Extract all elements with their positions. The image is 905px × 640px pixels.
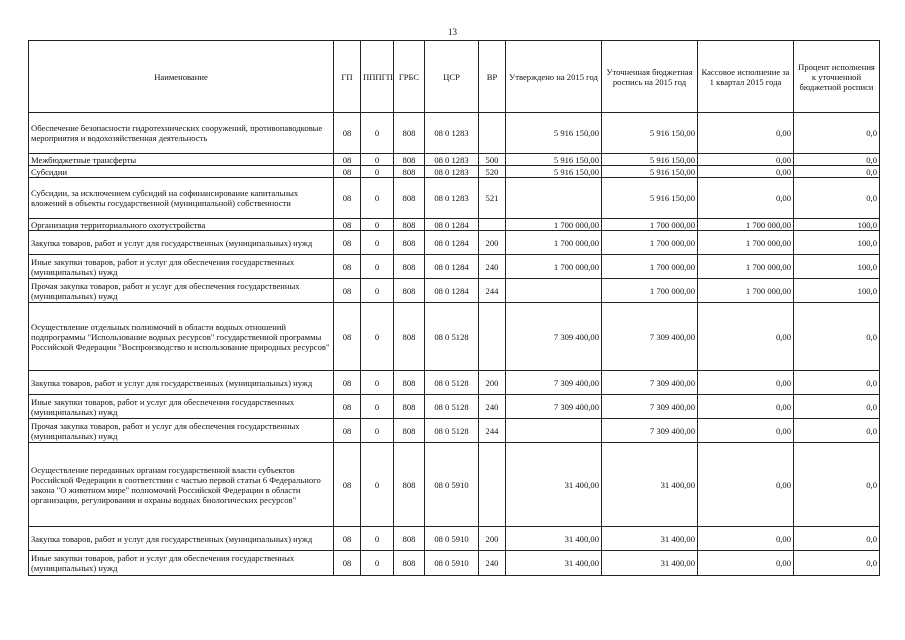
table-row <box>29 154 880 166</box>
cell-approved: 5 916 150,00 <box>506 166 602 178</box>
cell-vr: 240 <box>479 551 506 576</box>
cell-csr: 08 0 1283 <box>425 178 479 219</box>
cell-refined: 1 700 000,00 <box>602 279 698 303</box>
col-header-percent: Процент исполнения к уточненной бюджетной росписи <box>794 41 880 113</box>
cell-cash: 0,00 <box>698 443 794 527</box>
cell-name: Межбюджетные трансферты <box>29 154 334 166</box>
cell-csr: 08 0 5910 <box>425 443 479 527</box>
cell-pppgp: 0 <box>361 371 394 395</box>
cell-csr: 08 0 1284 <box>425 279 479 303</box>
cell-grbs: 808 <box>394 551 425 576</box>
cell-cash: 0,00 <box>698 551 794 576</box>
cell-vr: 200 <box>479 371 506 395</box>
cell-approved: 31 400,00 <box>506 527 602 551</box>
cell-percent: 0,0 <box>794 113 880 154</box>
cell-pppgp: 0 <box>361 178 394 219</box>
cell-csr: 08 0 5128 <box>425 371 479 395</box>
cell-percent: 0,0 <box>794 178 880 219</box>
cell-refined: 1 700 000,00 <box>602 231 698 255</box>
cell-gp: 08 <box>334 371 361 395</box>
table-row <box>29 303 880 371</box>
cell-grbs: 808 <box>394 371 425 395</box>
cell-vr <box>479 443 506 527</box>
cell-refined: 7 309 400,00 <box>602 395 698 419</box>
cell-percent: 100,0 <box>794 279 880 303</box>
cell-pppgp: 0 <box>361 231 394 255</box>
cell-csr: 08 0 5910 <box>425 527 479 551</box>
table-row <box>29 279 880 303</box>
cell-percent: 0,0 <box>794 303 880 371</box>
cell-percent: 0,0 <box>794 154 880 166</box>
cell-approved: 31 400,00 <box>506 443 602 527</box>
cell-pppgp: 0 <box>361 219 394 231</box>
cell-csr: 08 0 1284 <box>425 231 479 255</box>
cell-refined: 5 916 150,00 <box>602 178 698 219</box>
table-row <box>29 178 880 219</box>
cell-csr: 08 0 1283 <box>425 113 479 154</box>
cell-approved: 1 700 000,00 <box>506 219 602 231</box>
cell-percent: 0,0 <box>794 166 880 178</box>
cell-name: Закупка товаров, работ и услуг для государственных (муниципальных) нужд <box>29 527 334 551</box>
cell-cash: 0,00 <box>698 527 794 551</box>
cell-pppgp: 0 <box>361 443 394 527</box>
cell-gp: 08 <box>334 395 361 419</box>
cell-csr: 08 0 5910 <box>425 551 479 576</box>
cell-cash: 0,00 <box>698 303 794 371</box>
cell-name: Субсидии, за исключением субсидий на софинансирование капитальных вложений в объекты государственной (муниципальной) собственности <box>29 178 334 219</box>
cell-approved <box>506 279 602 303</box>
cell-refined: 7 309 400,00 <box>602 371 698 395</box>
cell-cash: 0,00 <box>698 371 794 395</box>
cell-pppgp: 0 <box>361 527 394 551</box>
col-header-vr: ВР <box>479 41 506 113</box>
table-row <box>29 371 880 395</box>
col-header-grbs: ГРБС <box>394 41 425 113</box>
cell-cash: 1 700 000,00 <box>698 255 794 279</box>
cell-gp: 08 <box>334 231 361 255</box>
cell-percent: 0,0 <box>794 443 880 527</box>
cell-vr: 240 <box>479 395 506 419</box>
cell-approved: 1 700 000,00 <box>506 255 602 279</box>
cell-vr: 244 <box>479 279 506 303</box>
cell-csr: 08 0 5128 <box>425 303 479 371</box>
col-header-csr: ЦСР <box>425 41 479 113</box>
cell-refined: 1 700 000,00 <box>602 255 698 279</box>
cell-percent: 0,0 <box>794 419 880 443</box>
cell-percent: 0,0 <box>794 527 880 551</box>
cell-approved <box>506 178 602 219</box>
cell-pppgp: 0 <box>361 419 394 443</box>
cell-cash: 1 700 000,00 <box>698 219 794 231</box>
cell-grbs: 808 <box>394 255 425 279</box>
cell-approved <box>506 419 602 443</box>
cell-approved: 7 309 400,00 <box>506 303 602 371</box>
cell-gp: 08 <box>334 527 361 551</box>
cell-approved: 1 700 000,00 <box>506 231 602 255</box>
cell-name: Обеспечение безопасности гидротехнических сооружений, противопаводковые мероприятия и водохозяйственная деятельность <box>29 113 334 154</box>
col-header-name: Наименование <box>29 41 334 113</box>
budget-table <box>28 40 880 576</box>
cell-approved: 7 309 400,00 <box>506 371 602 395</box>
cell-cash: 0,00 <box>698 113 794 154</box>
cell-cash: 0,00 <box>698 178 794 219</box>
table-header-row <box>29 41 880 113</box>
cell-cash: 0,00 <box>698 395 794 419</box>
col-header-gp: ГП <box>334 41 361 113</box>
cell-name: Осуществление переданных органам государственной власти субъектов Российской Федерации в соответствии с частью первой статьи 6 Федерального закона "О животном мире" полномочий Российской Федерации в области организации, регулирования и охраны водных биологических ресурсов" <box>29 443 334 527</box>
cell-grbs: 808 <box>394 419 425 443</box>
cell-approved: 31 400,00 <box>506 551 602 576</box>
cell-pppgp: 0 <box>361 154 394 166</box>
cell-gp: 08 <box>334 113 361 154</box>
cell-name: Осуществление отдельных полномочий в области водных отношений подпрограммы "Использование водных ресурсов" государственной программы Российской Федерации "Воспроизводство и использование природных ресурсов" <box>29 303 334 371</box>
cell-cash: 0,00 <box>698 166 794 178</box>
cell-vr: 240 <box>479 255 506 279</box>
cell-name: Прочая закупка товаров, работ и услуг для обеспечения государственных (муниципальных) нужд <box>29 419 334 443</box>
cell-refined: 5 916 150,00 <box>602 166 698 178</box>
cell-name: Иные закупки товаров, работ и услуг для обеспечения государственных (муниципальных) нужд <box>29 255 334 279</box>
table-row <box>29 419 880 443</box>
cell-percent: 100,0 <box>794 255 880 279</box>
cell-vr: 200 <box>479 231 506 255</box>
cell-vr: 521 <box>479 178 506 219</box>
cell-cash: 1 700 000,00 <box>698 279 794 303</box>
cell-grbs: 808 <box>394 395 425 419</box>
cell-name: Субсидии <box>29 166 334 178</box>
cell-vr <box>479 113 506 154</box>
cell-csr: 08 0 5128 <box>425 419 479 443</box>
cell-gp: 08 <box>334 255 361 279</box>
cell-csr: 08 0 1283 <box>425 166 479 178</box>
cell-gp: 08 <box>334 279 361 303</box>
col-header-pppgp: ПППГП <box>361 41 394 113</box>
cell-pppgp: 0 <box>361 395 394 419</box>
cell-cash: 1 700 000,00 <box>698 231 794 255</box>
cell-name: Организация территориального охотустройства <box>29 219 334 231</box>
cell-name: Иные закупки товаров, работ и услуг для обеспечения государственных (муниципальных) нужд <box>29 551 334 576</box>
cell-pppgp: 0 <box>361 551 394 576</box>
cell-refined: 7 309 400,00 <box>602 419 698 443</box>
cell-cash: 0,00 <box>698 154 794 166</box>
cell-csr: 08 0 1284 <box>425 219 479 231</box>
cell-pppgp: 0 <box>361 303 394 371</box>
cell-grbs: 808 <box>394 303 425 371</box>
cell-csr: 08 0 5128 <box>425 395 479 419</box>
cell-name: Прочая закупка товаров, работ и услуг для обеспечения государственных (муниципальных) нужд <box>29 279 334 303</box>
cell-grbs: 808 <box>394 178 425 219</box>
cell-refined: 31 400,00 <box>602 551 698 576</box>
cell-grbs: 808 <box>394 279 425 303</box>
table-row <box>29 231 880 255</box>
table-row <box>29 551 880 576</box>
table-row <box>29 255 880 279</box>
cell-approved: 7 309 400,00 <box>506 395 602 419</box>
cell-gp: 08 <box>334 443 361 527</box>
table-row <box>29 219 880 231</box>
cell-refined: 7 309 400,00 <box>602 303 698 371</box>
cell-csr: 08 0 1283 <box>425 154 479 166</box>
cell-pppgp: 0 <box>361 113 394 154</box>
cell-approved: 5 916 150,00 <box>506 154 602 166</box>
col-header-cash: Кассовое исполнение за 1 квартал 2015 года <box>698 41 794 113</box>
cell-refined: 31 400,00 <box>602 527 698 551</box>
cell-grbs: 808 <box>394 231 425 255</box>
cell-refined: 5 916 150,00 <box>602 113 698 154</box>
cell-gp: 08 <box>334 219 361 231</box>
cell-csr: 08 0 1284 <box>425 255 479 279</box>
cell-vr <box>479 219 506 231</box>
table-row <box>29 113 880 154</box>
cell-name: Иные закупки товаров, работ и услуг для обеспечения государственных (муниципальных) нужд <box>29 395 334 419</box>
cell-name: Закупка товаров, работ и услуг для государственных (муниципальных) нужд <box>29 231 334 255</box>
cell-approved: 5 916 150,00 <box>506 113 602 154</box>
cell-vr: 200 <box>479 527 506 551</box>
cell-pppgp: 0 <box>361 279 394 303</box>
table-row <box>29 395 880 419</box>
page-number: 13 <box>448 27 457 37</box>
cell-gp: 08 <box>334 154 361 166</box>
table-row <box>29 443 880 527</box>
cell-gp: 08 <box>334 166 361 178</box>
cell-gp: 08 <box>334 178 361 219</box>
cell-gp: 08 <box>334 303 361 371</box>
cell-vr: 520 <box>479 166 506 178</box>
cell-grbs: 808 <box>394 443 425 527</box>
col-header-approved: Утверждено на 2015 год <box>506 41 602 113</box>
cell-refined: 1 700 000,00 <box>602 219 698 231</box>
cell-name: Закупка товаров, работ и услуг для государственных (муниципальных) нужд <box>29 371 334 395</box>
col-header-refined: Уточненная бюджетная роспись на 2015 год <box>602 41 698 113</box>
cell-vr: 244 <box>479 419 506 443</box>
cell-gp: 08 <box>334 419 361 443</box>
table-row <box>29 166 880 178</box>
cell-percent: 0,0 <box>794 551 880 576</box>
cell-grbs: 808 <box>394 527 425 551</box>
cell-percent: 0,0 <box>794 371 880 395</box>
cell-refined: 31 400,00 <box>602 443 698 527</box>
cell-grbs: 808 <box>394 113 425 154</box>
cell-vr <box>479 303 506 371</box>
cell-gp: 08 <box>334 551 361 576</box>
cell-pppgp: 0 <box>361 255 394 279</box>
cell-refined: 5 916 150,00 <box>602 154 698 166</box>
cell-grbs: 808 <box>394 154 425 166</box>
cell-percent: 100,0 <box>794 231 880 255</box>
cell-vr: 500 <box>479 154 506 166</box>
table-row <box>29 527 880 551</box>
cell-percent: 0,0 <box>794 395 880 419</box>
cell-grbs: 808 <box>394 166 425 178</box>
cell-pppgp: 0 <box>361 166 394 178</box>
cell-percent: 100,0 <box>794 219 880 231</box>
cell-grbs: 808 <box>394 219 425 231</box>
cell-cash: 0,00 <box>698 419 794 443</box>
